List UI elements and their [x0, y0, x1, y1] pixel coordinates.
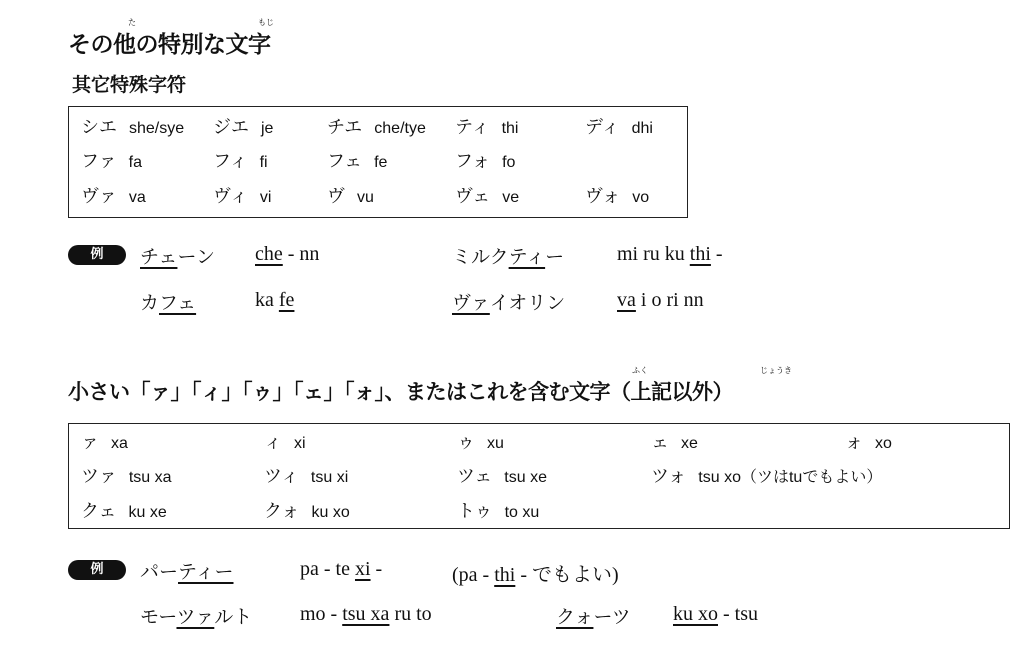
kana-text: ゥ: [457, 432, 475, 453]
romaji-prefix: mi ru ku: [617, 243, 690, 265]
example-party-alternative: [452, 558, 619, 587]
romaji-text: ku xo: [311, 504, 350, 521]
example-milk-romaji: [617, 243, 723, 266]
romaji-text: fe: [374, 154, 388, 171]
kana-text: ヴェ: [455, 186, 491, 207]
kana-text: ティ: [455, 117, 490, 138]
romaji-text: ve: [502, 189, 520, 206]
kana-suffix: イオリン: [489, 292, 566, 314]
romaji-text: je: [261, 120, 274, 137]
section1-cell: [327, 147, 387, 173]
example-party-romaji: [300, 558, 382, 581]
example-badge: 例: [68, 560, 126, 580]
romaji-suffix: -: [370, 558, 383, 580]
section2-cell: [264, 428, 306, 454]
section2-cell: [651, 462, 882, 488]
section1-cell: [81, 147, 142, 173]
kana-prefix: パー: [140, 561, 179, 583]
kana-text: ファ: [81, 151, 117, 172]
kana-text: ィ: [264, 432, 282, 453]
romaji-text: tsu xe: [504, 469, 547, 486]
example-milk-kana: [452, 242, 564, 269]
section1-cell: [455, 182, 519, 208]
kana-suffix: ーツ: [593, 606, 631, 628]
section2-cell: [845, 428, 892, 454]
kana-text: トゥ: [457, 501, 493, 522]
underlined-romaji: xi: [354, 558, 371, 580]
kana-prefix: モー: [140, 606, 177, 628]
underlined-romaji: thi: [689, 243, 711, 265]
section2-cell: [651, 428, 698, 454]
section2-title: 小さい「ァ」「ィ」「ゥ」「ェ」「ォ」、またはこれを含む文字（上記以外）: [68, 380, 733, 404]
kana-text: クェ: [81, 501, 117, 522]
romaji-text: xo: [875, 435, 892, 452]
section2-furigana-jouki: じょうき: [760, 366, 792, 375]
example-cafe-kana: [140, 288, 196, 315]
example-violin-kana: [452, 288, 565, 315]
kana-text: ヴォ: [585, 186, 621, 207]
romaji-prefix: mo -: [300, 603, 343, 625]
example-quartz-kana: [556, 602, 631, 629]
underlined-kana: ツァ: [176, 606, 215, 628]
section1-cell: [585, 113, 653, 139]
kana-suffix: ーン: [177, 246, 216, 268]
kana-text: ヴィ: [213, 186, 248, 207]
underlined-romaji: va: [617, 289, 636, 311]
kana-text: シエ: [81, 117, 117, 138]
section1-title: その他の特別な文字: [68, 32, 271, 58]
section2-cell: [264, 462, 348, 488]
section2-table: [68, 423, 1010, 529]
romaji-text: to xu: [504, 504, 540, 521]
romaji-text: she/sye: [129, 120, 185, 137]
romaji-text: che/tye: [374, 120, 426, 137]
underlined-kana: ティー: [178, 561, 234, 583]
kana-text: ヴァ: [81, 186, 117, 207]
kana-text: ツェ: [457, 466, 493, 487]
section2-cell: [264, 497, 350, 523]
romaji-text: xe: [681, 435, 698, 452]
section1-cell: [455, 113, 518, 139]
kana-suffix: ー: [545, 246, 565, 268]
section1-cell: [81, 182, 146, 208]
section2-cell: [457, 497, 539, 523]
kana-prefix: カ: [140, 292, 160, 314]
kana-suffix: ルト: [214, 606, 253, 628]
example-mozart-kana: [140, 602, 252, 629]
romaji-text: xa: [111, 435, 128, 452]
example-party-kana: [140, 557, 234, 584]
section2-cell: [457, 462, 547, 488]
romaji-text: vi: [259, 189, 272, 206]
kana-text: ォ: [845, 432, 863, 453]
kana-text: ヴ: [327, 186, 345, 207]
example-chen-romaji: [255, 243, 319, 266]
alt-suffix: - でもよい): [515, 564, 619, 586]
romaji-text: dhi: [631, 120, 653, 137]
kana-text: フィ: [213, 151, 248, 172]
romaji-suffix: -: [710, 243, 723, 265]
kana-text: ツォ: [651, 466, 687, 487]
romaji-text: vo: [632, 189, 650, 206]
romaji-prefix: ka: [255, 289, 279, 311]
section1-cell: [213, 182, 271, 208]
kana-text: ツィ: [264, 466, 299, 487]
section1-cell: [327, 113, 426, 139]
kana-prefix: ミルク: [452, 246, 509, 268]
romaji-suffix: - tsu: [718, 603, 758, 625]
romaji-prefix: pa - te: [300, 558, 355, 580]
example-quartz-romaji: [673, 603, 758, 626]
alt-prefix: (pa -: [452, 564, 495, 586]
romaji-text: fa: [128, 154, 142, 171]
section1-cell: [213, 113, 273, 139]
section1-furigana-ta: た: [128, 18, 136, 27]
section1-cell: [81, 113, 184, 139]
section1-furigana-moji: もじ: [258, 18, 274, 27]
romaji-suffix: i o ri nn: [635, 289, 704, 311]
romaji-text: thi: [501, 120, 519, 137]
section1-cell: [585, 182, 649, 208]
romaji-text: xu: [487, 435, 504, 452]
underlined-romaji: fe: [278, 289, 295, 311]
underlined-romaji: che: [255, 243, 283, 265]
underlined-kana: チェ: [140, 246, 178, 268]
example-mozart-romaji: [300, 603, 432, 626]
section2-cell: [81, 497, 167, 523]
kana-text: ディ: [585, 117, 620, 138]
example-badge: 例: [68, 245, 126, 265]
romaji-text: tsu xa: [128, 469, 172, 486]
example-cafe-romaji: [255, 289, 294, 312]
romaji-text: fi: [259, 154, 268, 171]
section1-cell: [213, 147, 268, 173]
romaji-text: xi: [294, 435, 306, 452]
section1-subtitle: 其它特殊字符: [72, 74, 187, 96]
romaji-text: fo: [502, 154, 516, 171]
section2-cell: [81, 462, 172, 488]
underlined-romaji: tsu xa: [342, 603, 390, 625]
kana-text: ァ: [81, 432, 99, 453]
example-violin-romaji: [617, 289, 704, 312]
section2-cell: [457, 428, 504, 454]
kana-text: ツァ: [81, 466, 117, 487]
kana-text: チエ: [327, 117, 363, 138]
section2-cell: [81, 428, 128, 454]
underlined-kana: ティ: [508, 246, 546, 268]
underlined-kana: フェ: [159, 292, 197, 314]
section2-furigana-fuku: ふく: [632, 366, 648, 375]
underlined-romaji: ku xo: [673, 603, 718, 625]
underlined-romaji: thi: [494, 564, 516, 586]
kana-text: フェ: [327, 151, 363, 172]
underlined-kana: クォ: [556, 606, 594, 628]
kana-text: ジエ: [213, 117, 249, 138]
section1-cell: [327, 182, 374, 208]
romaji-text: vu: [357, 189, 374, 206]
romaji-suffix: - nn: [282, 243, 320, 265]
romaji-text: va: [128, 189, 146, 206]
underlined-kana: ヴァ: [452, 292, 490, 314]
romaji-text: tsu xi: [310, 469, 349, 486]
kana-text: フォ: [455, 151, 491, 172]
romaji-text: ku xe: [128, 504, 167, 521]
kana-text: クォ: [264, 501, 300, 522]
romaji-suffix: ru to: [389, 603, 432, 625]
kana-text: ェ: [651, 432, 669, 453]
section1-cell: [455, 147, 515, 173]
section1-table: [68, 106, 688, 218]
romaji-text: tsu xo（ツはtuでもよい）: [698, 469, 883, 486]
example-chen-kana: [140, 242, 215, 269]
